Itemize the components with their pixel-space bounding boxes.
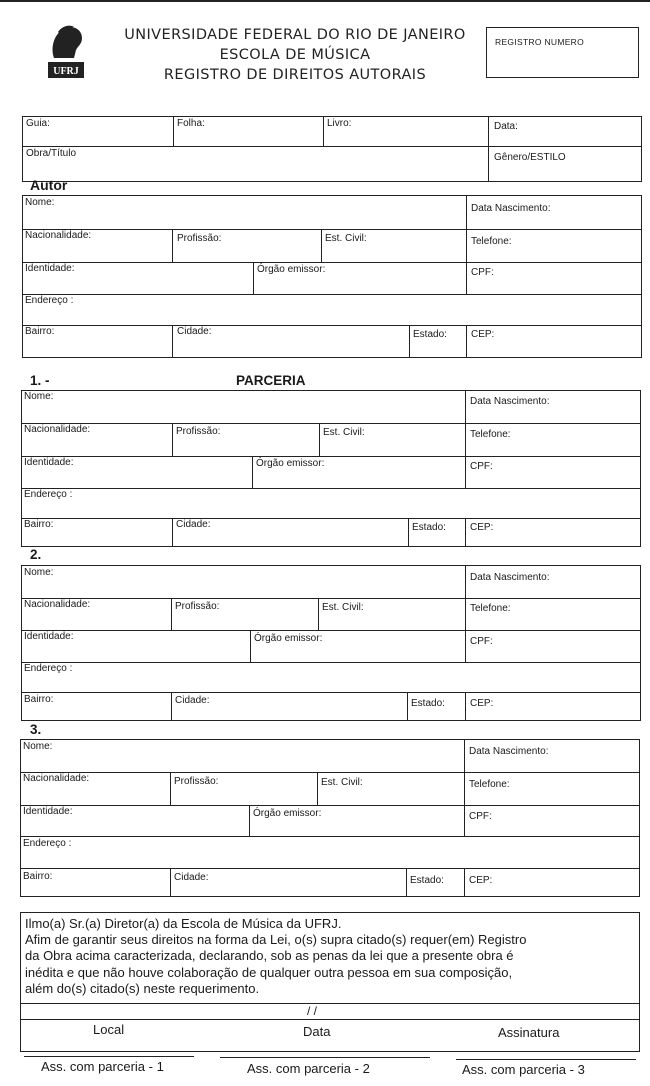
divider — [172, 325, 173, 358]
autor-profissao-field[interactable]: Profissão: — [177, 233, 222, 244]
parceria-1-estado-field[interactable]: Estado: — [412, 522, 446, 533]
parceria-1-nome-field[interactable]: Nome: — [24, 391, 54, 402]
parceria-3-endereco-field[interactable]: Endereço : — [23, 838, 72, 849]
parceria-1-est-civil-field[interactable]: Est. Civil: — [323, 427, 365, 438]
parceria-2-data-nascimento-field[interactable]: Data Nascimento: — [470, 572, 550, 583]
autor-orgao-emissor-field[interactable]: Órgão emissor: — [257, 264, 326, 275]
divider — [318, 598, 319, 630]
divider — [21, 692, 641, 693]
divider — [464, 739, 465, 836]
parceria-3-number: 3. — [30, 722, 42, 737]
divider — [171, 692, 172, 721]
folha-field[interactable]: Folha: — [177, 118, 205, 129]
local-label: Local — [93, 1022, 125, 1037]
form-title: REGISTRO DE DIREITOS AUTORAIS — [163, 67, 427, 83]
divider — [488, 116, 489, 182]
parceria-3-bairro-field[interactable]: Bairro: — [23, 871, 53, 882]
divider — [408, 518, 409, 547]
divider — [321, 229, 322, 262]
university-name: UNIVERSIDADE FEDERAL DO RIO DE JANEIRO — [124, 27, 466, 43]
divider — [21, 423, 641, 424]
date-slashes[interactable]: / / — [307, 1004, 318, 1018]
parceria-2-cidade-field[interactable]: Cidade: — [175, 695, 210, 706]
top-border — [0, 0, 650, 2]
divider — [409, 325, 410, 358]
parceria-1-signature-line[interactable] — [24, 1056, 194, 1057]
assinatura-label: Assinatura — [498, 1025, 560, 1040]
parceria-1-data-nascimento-field[interactable]: Data Nascimento: — [470, 396, 550, 407]
parceria-1-bairro-field[interactable]: Bairro: — [24, 519, 54, 530]
parceria-2-cpf-field[interactable]: CPF: — [470, 636, 493, 647]
data-field[interactable]: Data: — [494, 121, 518, 132]
parceria-3-signature-label: Ass. com parceria - 3 — [462, 1062, 585, 1077]
parceria-2-cep-field[interactable]: CEP: — [470, 698, 494, 709]
autor-cpf-field[interactable]: CPF: — [471, 267, 494, 278]
parceria-1-cep-field[interactable]: CEP: — [470, 522, 494, 533]
divider — [22, 229, 642, 230]
autor-cep-field[interactable]: CEP: — [471, 329, 495, 340]
divider — [21, 662, 641, 663]
parceria-3-cep-field[interactable]: CEP: — [469, 875, 493, 886]
school-name: ESCOLA DE MÚSICA — [219, 47, 371, 63]
declaration-line: além do(s) citado(s) neste requerimento. — [25, 980, 260, 996]
divider — [317, 772, 318, 805]
parceria-1-cidade-field[interactable]: Cidade: — [176, 519, 211, 530]
divider — [172, 229, 173, 262]
autor-cidade-field[interactable]: Cidade: — [177, 326, 212, 337]
divider — [465, 518, 466, 547]
parceria-3-orgao-emissor-field[interactable]: Órgão emissor: — [253, 808, 322, 819]
divider — [22, 146, 642, 147]
parceria-2-endereco-field[interactable]: Endereço : — [24, 663, 73, 674]
parceria-3-nome-field[interactable]: Nome: — [23, 741, 53, 752]
parceria-2-estado-field[interactable]: Estado: — [411, 698, 445, 709]
divider — [406, 868, 407, 897]
divider — [465, 565, 466, 662]
divider — [464, 868, 465, 897]
parceria-2-profissao-field[interactable]: Profissão: — [175, 601, 220, 612]
svg-text:UFRJ: UFRJ — [53, 66, 79, 77]
autor-telefone-field[interactable]: Telefone: — [471, 236, 512, 247]
divider — [172, 518, 173, 547]
divider — [466, 195, 467, 294]
divider — [465, 390, 466, 488]
divider — [20, 1019, 640, 1020]
parceria-3-telefone-field[interactable]: Telefone: — [469, 779, 510, 790]
declaration-text — [25, 916, 635, 997]
divider — [170, 772, 171, 805]
parceria-3-data-nascimento-field[interactable]: Data Nascimento: — [469, 746, 549, 757]
parceria-3-signature-line[interactable] — [456, 1059, 636, 1060]
divider — [173, 116, 174, 146]
parceria-1-number: 1. - — [30, 373, 50, 388]
parceria-2-nacionalidade-field[interactable]: Nacionalidade: — [24, 599, 91, 610]
autor-estado-field[interactable]: Estado: — [413, 329, 447, 340]
parceria-3-identidade-field[interactable]: Identidade: — [23, 806, 73, 817]
divider — [319, 423, 320, 456]
divider — [21, 598, 641, 599]
autor-data-nascimento-field[interactable]: Data Nascimento: — [471, 203, 551, 214]
autor-box — [22, 195, 642, 358]
autor-identidade-field[interactable]: Identidade: — [25, 263, 75, 274]
parceria-1-endereco-field[interactable]: Endereço : — [24, 489, 73, 500]
parceria-2-est-civil-field[interactable]: Est. Civil: — [322, 602, 364, 613]
livro-field[interactable]: Livro: — [327, 118, 352, 129]
obra-titulo-field[interactable]: Obra/Título — [26, 148, 77, 159]
guia-field[interactable]: Guia: — [26, 118, 50, 129]
divider — [22, 294, 642, 295]
autor-endereco-field[interactable]: Endereço : — [25, 295, 74, 306]
parceria-1-orgao-emissor-field[interactable]: Órgão emissor: — [256, 458, 325, 469]
divider — [465, 692, 466, 721]
parceria-3-estado-field[interactable]: Estado: — [410, 875, 444, 886]
parceria-3-cpf-field[interactable]: CPF: — [469, 811, 492, 822]
parceria-3-nacionalidade-field[interactable]: Nacionalidade: — [23, 773, 90, 784]
data-label: Data — [303, 1024, 331, 1039]
divider — [323, 116, 324, 146]
divider — [170, 868, 171, 897]
parceria-heading: PARCERIA — [236, 373, 306, 388]
divider — [20, 1003, 640, 1004]
parceria-2-telefone-field[interactable]: Telefone: — [470, 603, 511, 614]
divider — [253, 262, 254, 294]
parceria-2-bairro-field[interactable]: Bairro: — [24, 694, 54, 705]
registro-numero-label: REGISTRO NUMERO — [495, 37, 585, 47]
divider — [21, 488, 641, 489]
divider — [407, 692, 408, 721]
parceria-2-signature-line[interactable] — [220, 1057, 430, 1058]
divider — [21, 456, 641, 457]
divider — [171, 598, 172, 630]
parceria-2-number: 2. — [30, 547, 42, 562]
parceria-2-signature-label: Ass. com parceria - 2 — [247, 1061, 370, 1076]
parceria-2-box — [21, 565, 641, 721]
ufrj-logo-icon — [44, 22, 88, 82]
autor-heading: Autor — [30, 177, 68, 193]
genero-estilo-field[interactable]: Gênero/ESTILO — [494, 152, 566, 163]
declaration-line: Afim de garantir seus direitos na forma da Lei, o(s) supra citado(s) requer(em) Registro — [25, 932, 527, 948]
divider — [20, 836, 640, 837]
divider — [20, 868, 640, 869]
autor-nome-field[interactable]: Nome: — [25, 197, 55, 208]
parceria-2-orgao-emissor-field[interactable]: Órgão emissor: — [254, 633, 323, 644]
parceria-3-est-civil-field[interactable]: Est. Civil: — [321, 777, 363, 788]
divider — [21, 630, 641, 631]
divider — [249, 805, 250, 836]
parceria-3-box — [20, 739, 640, 897]
declaration-line: Ilmo(a) Sr.(a) Diretor(a) da Escola de Música da UFRJ. — [25, 916, 342, 931]
parceria-1-box — [21, 390, 641, 547]
parceria-1-nacionalidade-field[interactable]: Nacionalidade: — [24, 424, 91, 435]
autor-est-civil-field[interactable]: Est. Civil: — [325, 233, 367, 244]
parceria-3-cidade-field[interactable]: Cidade: — [174, 872, 209, 883]
divider — [250, 630, 251, 662]
divider — [22, 325, 642, 326]
divider — [172, 423, 173, 456]
parceria-1-signature-label: Ass. com parceria - 1 — [41, 1059, 164, 1074]
parceria-3-profissao-field[interactable]: Profissão: — [174, 776, 219, 787]
declaration-line: inédita e que não houve colaboração de qualquer outra pessoa em sua composição, — [25, 964, 513, 980]
declaration-line: da Obra acima caracterizada, declarando, sob as penas da lei que a presente obra é — [25, 948, 514, 964]
parceria-1-telefone-field[interactable]: Telefone: — [470, 429, 511, 440]
divider — [22, 262, 642, 263]
parceria-2-nome-field[interactable]: Nome: — [24, 567, 54, 578]
registro-numero-box[interactable] — [486, 27, 639, 78]
parceria-1-profissao-field[interactable]: Profissão: — [176, 426, 221, 437]
divider — [21, 518, 641, 519]
parceria-1-identidade-field[interactable]: Identidade: — [24, 457, 74, 468]
divider — [20, 772, 640, 773]
parceria-2-identidade-field[interactable]: Identidade: — [24, 631, 74, 642]
parceria-1-cpf-field[interactable]: CPF: — [470, 461, 493, 472]
autor-nacionalidade-field[interactable]: Nacionalidade: — [25, 230, 92, 241]
divider — [466, 325, 467, 358]
autor-bairro-field[interactable]: Bairro: — [25, 326, 55, 337]
divider — [20, 805, 640, 806]
divider — [252, 456, 253, 488]
